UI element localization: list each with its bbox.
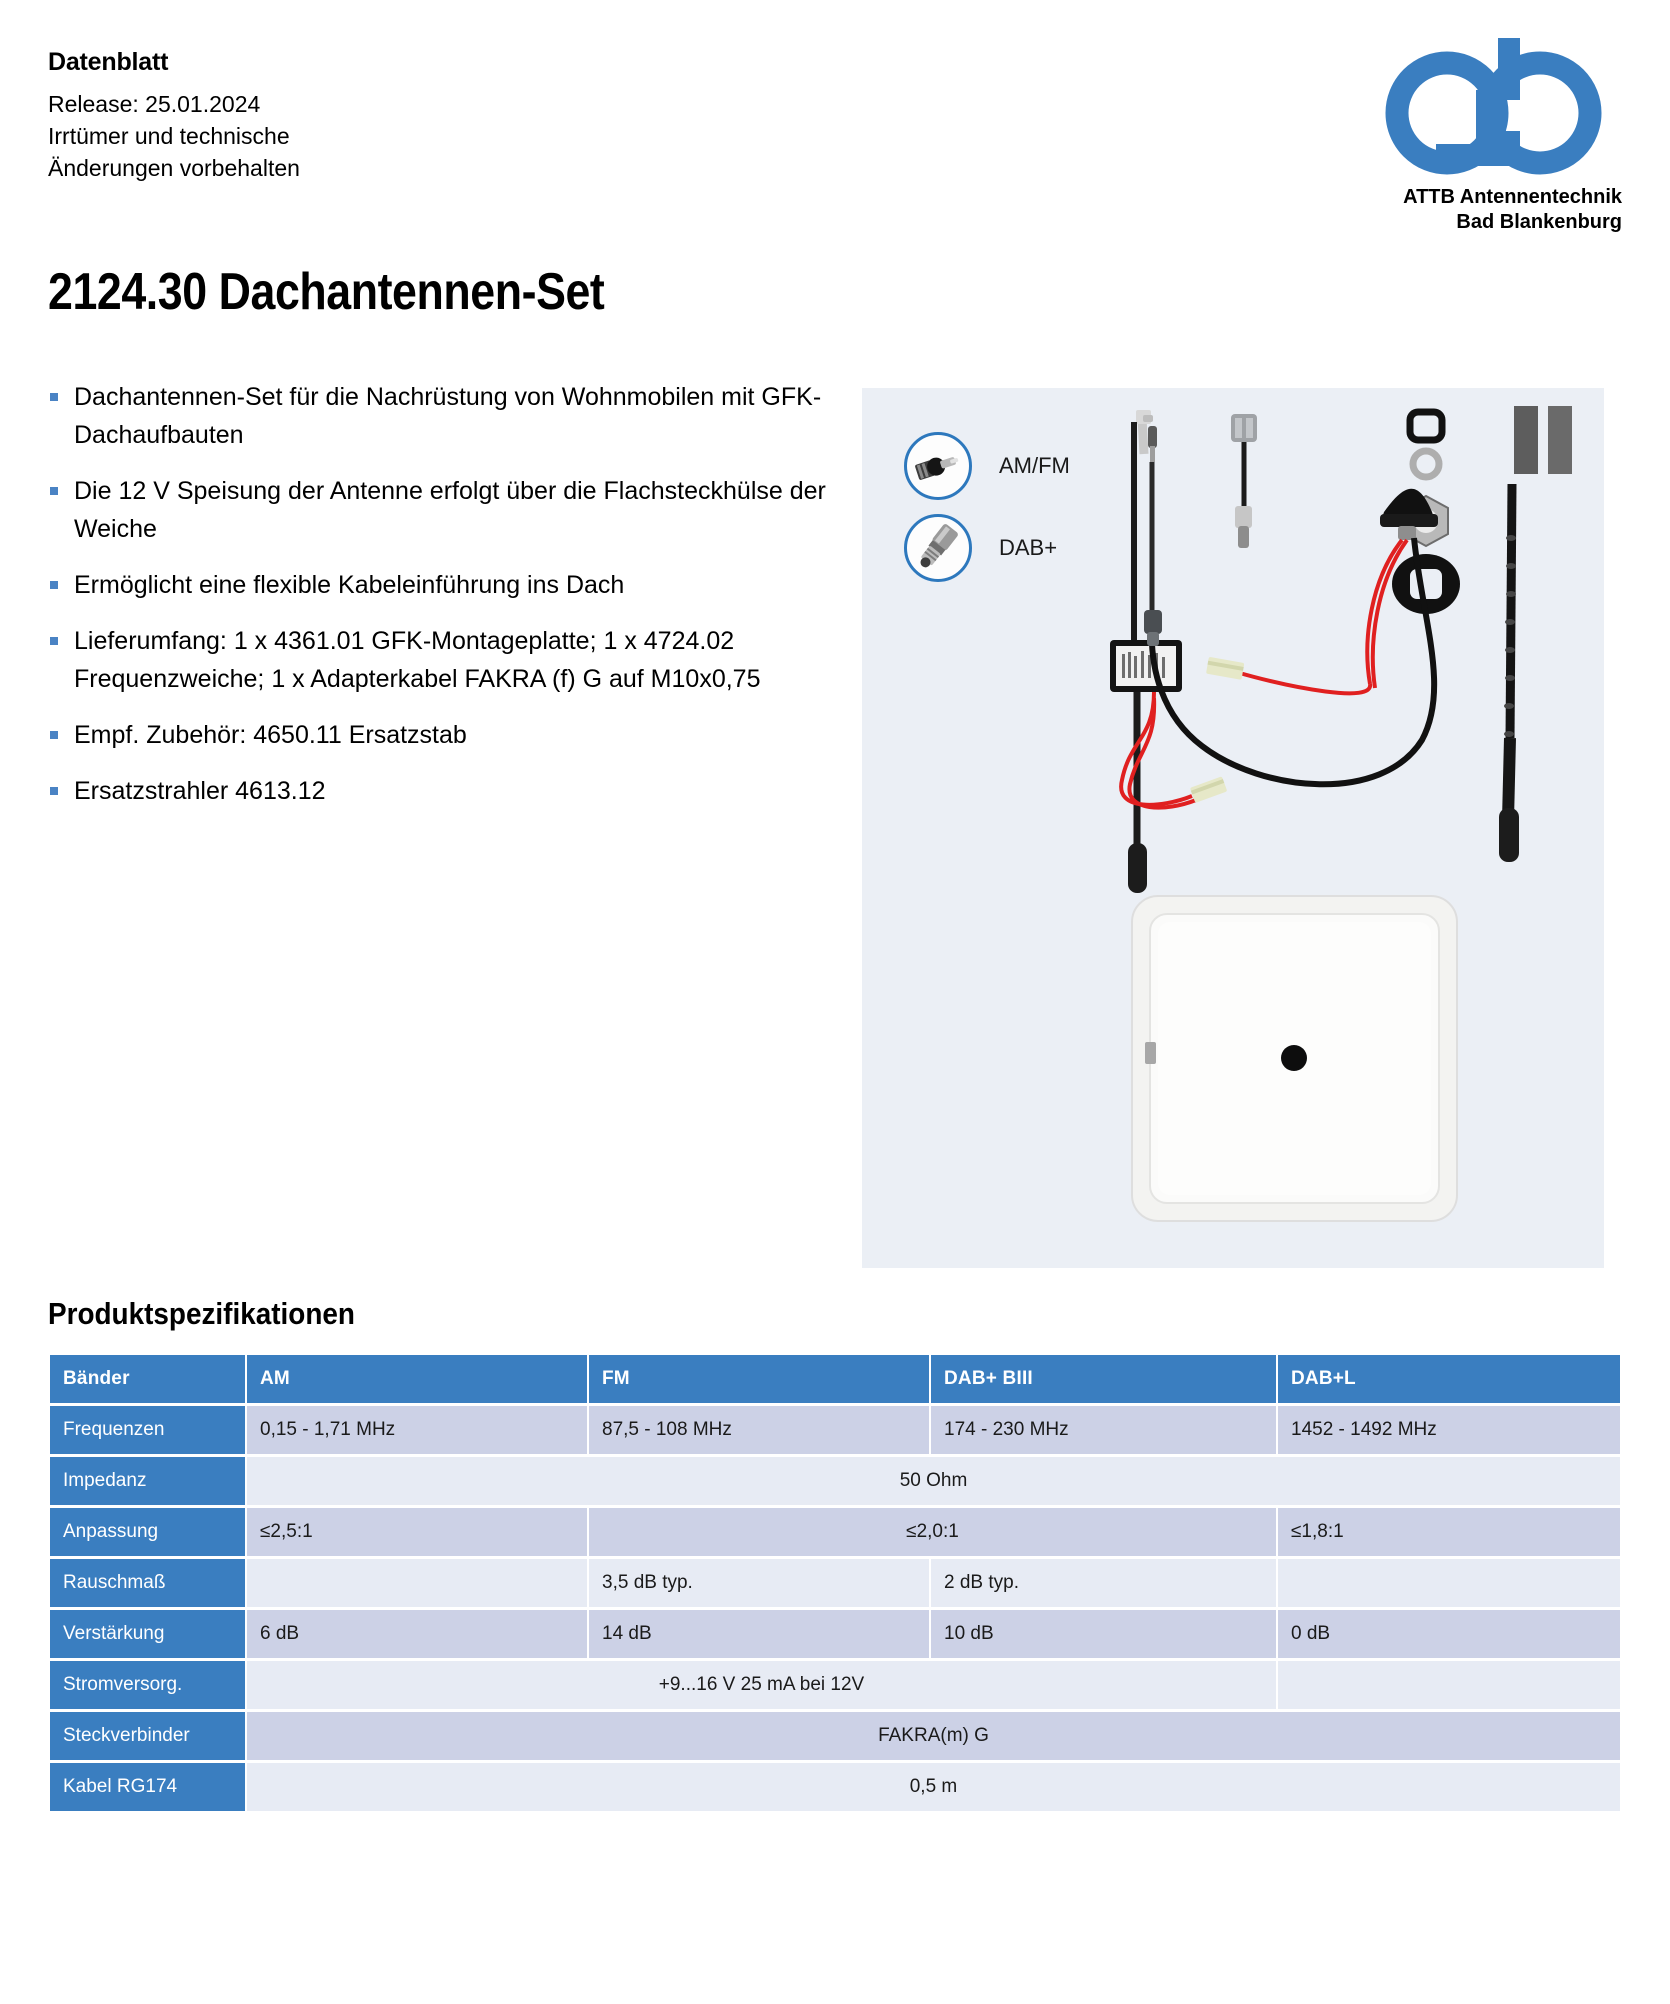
gfk-mounting-plate [1132,896,1457,1221]
row-label-verstaerkung: Verstärkung [50,1610,245,1658]
row-label-stromversorgung: Stromversorg. [50,1661,245,1709]
cell-rauschmass-dab-l [1278,1559,1620,1607]
list-item-text: Empf. Zubehör: 4650.11 Ersatzstab [74,721,467,749]
column-header-am: AM [247,1355,587,1403]
disclaimer-line-2: Änderungen vorbehalten [48,155,300,181]
cell-anpassung-am: ≤2,5:1 [247,1508,587,1556]
cell-rauschmass-fm: 3,5 dB typ. [589,1559,929,1607]
fakra-adapter-cable [1231,414,1257,548]
bullet-marker-icon [50,487,58,495]
product-image-panel [862,388,1604,1268]
column-header-dab-biii: DAB+ BIII [931,1355,1276,1403]
list-item [48,772,838,810]
antenna-cable-with-diplexer [1110,410,1227,893]
table-row [50,1406,1620,1454]
bullet-marker-icon [50,637,58,645]
cell-steckverbinder-all: FAKRA(m) G [247,1712,1620,1760]
company-name-line-2: Bad Blankenburg [1456,211,1622,233]
table-row [50,1712,1620,1760]
cell-kabel-all: 0,5 m [247,1763,1620,1811]
row-label-steckverbinder: Steckverbinder [50,1712,245,1760]
list-item [48,716,838,754]
column-header-dab-l: DAB+L [1278,1355,1620,1403]
company-logo-block [1312,28,1622,235]
cell-frequenzen-dab-l: 1452 - 1492 MHz [1278,1406,1620,1454]
cell-frequenzen-am: 0,15 - 1,71 MHz [247,1406,587,1454]
cell-rauschmass-am [247,1559,587,1607]
list-item-text: Dachantennen-Set für die Nachrüstung von Wohnmobilen mit GFK-Dachaufbauten [74,383,822,449]
cell-stromversorgung-dab-l [1278,1661,1620,1709]
row-label-impedanz: Impedanz [50,1457,245,1505]
band-badge-label: DAB+ [999,535,1058,560]
specs-heading: Produktspezifikationen [48,1296,355,1331]
list-item [48,622,838,698]
cell-verstaerkung-am: 6 dB [247,1610,587,1658]
cell-verstaerkung-dab-l: 0 dB [1278,1610,1620,1658]
table-row [50,1763,1620,1811]
company-name-line-1: ATTB Antennentechnik [1403,186,1622,208]
list-item-text: Die 12 V Speisung der Antenne erfolgt über die Flachsteckhülse der Weiche [74,477,826,543]
cell-verstaerkung-dab-biii: 10 dB [931,1610,1276,1658]
list-item-text: Ermöglicht eine flexible Kabeleinführung ins Dach [74,571,625,599]
row-label-anpassung: Anpassung [50,1508,245,1556]
table-header-row [50,1355,1620,1403]
list-item [48,566,838,604]
table-row [50,1661,1620,1709]
feature-list [48,378,838,828]
row-label-rauschmass: Rauschmaß [50,1559,245,1607]
bullet-marker-icon [50,581,58,589]
row-label-kabel: Kabel RG174 [50,1763,245,1811]
ab-logo-icon [1372,28,1622,178]
document-header [48,48,688,184]
band-badge-label: AM/FM [999,453,1070,478]
list-item-text: Ersatzstrahler 4613.12 [74,777,326,805]
cell-stromversorgung-merged: +9...16 V 25 mA bei 12V [247,1661,1276,1709]
list-item-text: Lieferumfang: 1 x 4361.01 GFK-Montageplatte; 1 x 4724.02 Frequenzweiche; 1 x Adapterkabel FAKRA (f) G auf M10x0,75 [74,627,761,693]
table-row [50,1457,1620,1505]
antenna-rod [1499,484,1519,862]
bullet-marker-icon [50,787,58,795]
page-title: 2124.30 Dachantennen-Set [48,263,605,321]
cell-frequenzen-dab-biii: 174 - 230 MHz [931,1406,1276,1454]
table-row [50,1508,1620,1556]
list-item [48,472,838,548]
document-type-title: Datenblatt [48,48,169,76]
cell-impedanz-all: 50 Ohm [247,1457,1620,1505]
bullet-marker-icon [50,393,58,401]
product-parts-image [862,388,1604,1268]
cell-frequenzen-fm: 87,5 - 108 MHz [589,1406,929,1454]
list-item [48,378,838,454]
company-name [1312,185,1622,235]
specifications-table [48,1352,1622,1814]
column-header-fm: FM [589,1355,929,1403]
release-date: Release: 25.01.2024 [48,91,261,117]
disclaimer-line-1: Irrtümer und technische [48,123,290,149]
cell-verstaerkung-fm: 14 dB [589,1610,929,1658]
cell-anpassung-dab-l: ≤1,8:1 [1278,1508,1620,1556]
bullet-marker-icon [50,731,58,739]
table-row [50,1610,1620,1658]
cell-rauschmass-dab-biii: 2 dB typ. [931,1559,1276,1607]
antenna-base-with-power-lead [1144,489,1438,785]
column-header-bands: Bänder [50,1355,245,1403]
foam-strip-pair [1514,406,1572,474]
cell-anpassung-fm-dab-biii: ≤2,0:1 [589,1508,1276,1556]
table-row [50,1559,1620,1607]
row-label-frequenzen: Frequenzen [50,1406,245,1454]
